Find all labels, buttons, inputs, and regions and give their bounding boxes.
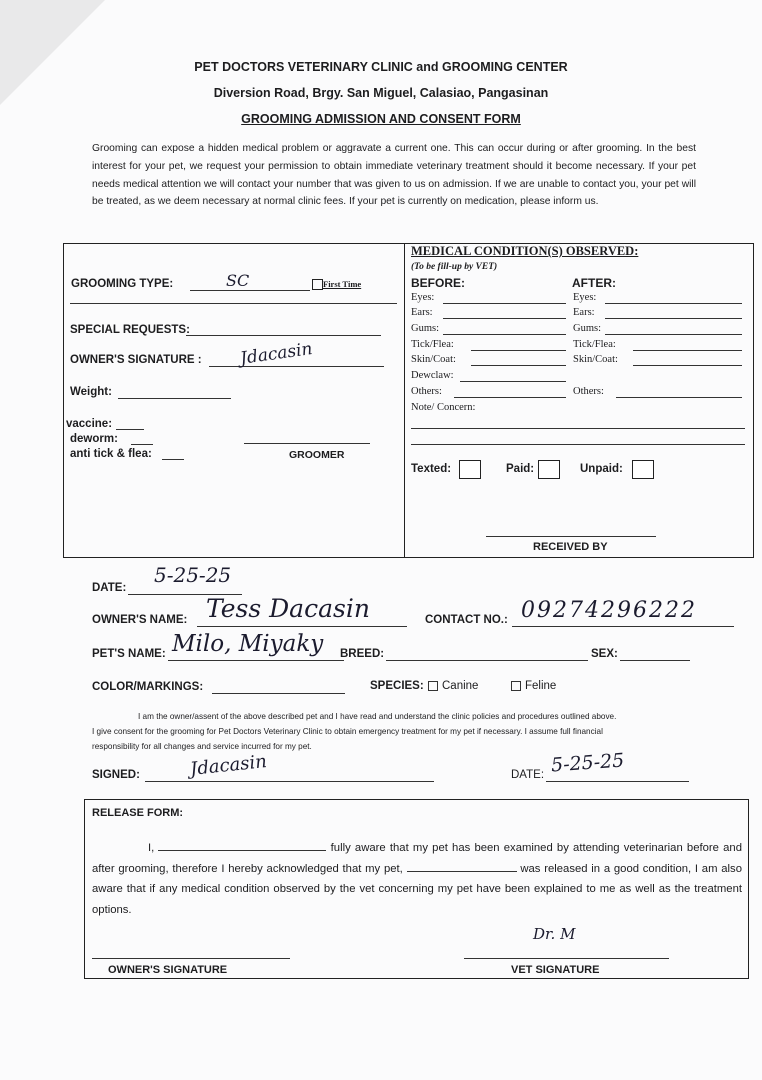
date-label: DATE: [92,582,127,594]
date2-field[interactable] [546,781,689,782]
before-field-line[interactable] [443,318,566,319]
vaccine-label: vaccine: [66,418,113,430]
release-paragraph [92,838,742,920]
groomer-label: GROOMER [289,449,345,461]
vet-signature-value: Dr. M [533,925,576,943]
clinic-name: PET DOCTORS VETERINARY CLINIC and GROOMING CENTER [194,60,568,74]
received-by-line[interactable] [486,536,656,537]
deworm-field[interactable] [131,444,153,445]
color-markings-field[interactable] [212,693,345,694]
release-name-field[interactable] [158,850,326,851]
before-field-label: Eyes: [411,292,435,303]
owner-signature-value: Jdacasin [238,339,314,369]
vet-signature-label: VET SIGNATURE [511,964,600,976]
after-field-label: Gums: [573,323,602,334]
after-label: AFTER: [572,276,616,290]
owner-name-value: Tess Dacasin [206,594,370,623]
release-text-b: fully aware that my pet has been examined by attending veterinarian before and after grooming, therefore I hereby acknowledged that my pet, [92,842,742,875]
signed-field[interactable] [145,781,434,782]
owner-name-label: OWNER'S NAME: [92,614,188,626]
after-field-label: Others: [573,386,604,397]
grooming-type-value: SC [226,271,250,290]
feline-label: Feline [525,680,557,692]
weight-label: Weight: [70,386,112,398]
anti-tick-field[interactable] [162,459,184,460]
first-time-checkbox[interactable] [312,279,323,290]
after-field-label: Ears: [573,307,595,318]
paid-checkbox[interactable] [538,460,560,479]
after-field-line[interactable] [616,397,742,398]
after-field-label: Tick/Flea: [573,339,616,350]
sex-field[interactable] [620,660,690,661]
unpaid-label: Unpaid: [580,463,623,475]
special-requests-label: SPECIAL REQUESTS: [70,324,190,336]
pet-name-label: PET'S NAME: [92,648,166,660]
feline-checkbox[interactable] [511,681,521,691]
medical-title: MEDICAL CONDITION(S) OBSERVED: [411,244,639,258]
release-title: RELEASE FORM: [92,807,184,819]
feline-option[interactable] [511,680,556,692]
canine-option[interactable] [428,680,478,692]
form-title: GROOMING ADMISSION AND CONSENT FORM [241,112,521,126]
pet-name-field[interactable] [168,660,344,661]
canine-label: Canine [442,680,479,692]
contact-value: 09274296222 [521,598,697,623]
before-field-label: Tick/Flea: [411,339,454,350]
after-field-line[interactable] [605,303,742,304]
special-requests-field[interactable] [186,335,381,336]
clinic-address: Diversion Road, Brgy. San Miguel, Calasiao, Pangasinan [213,86,549,100]
note-line-1[interactable] [411,428,745,429]
weight-field[interactable] [118,398,231,399]
release-owner-signature-line[interactable] [92,958,290,959]
first-time-label: First Time [323,279,362,289]
unpaid-checkbox[interactable] [632,460,654,479]
owner-signature-label: OWNER'S SIGNATURE : [70,354,202,366]
species-label: SPECIES: [370,680,424,692]
release-owner-signature-label: OWNER'S SIGNATURE [108,964,228,976]
canine-checkbox[interactable] [428,681,438,691]
release-text-a: I, [148,842,155,854]
contact-label: CONTACT NO.: [425,614,508,626]
signed-value: Jdacasin [189,751,268,780]
breed-field[interactable] [386,660,588,661]
color-markings-label: COLOR/MARKINGS: [92,681,204,693]
before-field-label: Others: [411,386,442,397]
after-field-label: Eyes: [573,292,597,303]
before-field-label: Ears: [411,307,433,318]
paid-label: Paid: [506,463,535,475]
before-field-line[interactable] [471,350,566,351]
deworm-label: deworm: [70,433,118,445]
grooming-type-label: GROOMING TYPE: [71,278,174,290]
before-field-line[interactable] [460,381,566,382]
before-label: BEFORE: [411,276,465,290]
release-text-c: was released in a good condition, I am also aware that if any medical condition observed by the vet concerning my pet have been explained to me as well as the treatment options. [92,862,742,916]
before-field-line[interactable] [443,334,566,335]
contact-field[interactable] [512,626,734,627]
after-field-line[interactable] [605,334,742,335]
date2-label: DATE: [511,769,545,781]
consent-line-3: responsibility for all changes and service incurred for my pet. [92,742,312,751]
note-line-2[interactable] [411,444,745,445]
breed-label: BREED: [340,648,385,660]
received-by-label: RECEIVED BY [533,541,608,553]
consent-line-1: I am the owner/assent of the above described pet and I have read and understand the clinic policies and procedures outlined above. [138,712,617,721]
vet-signature-line[interactable] [464,958,669,959]
before-field-label: Gums: [411,323,440,334]
after-field-line[interactable] [605,318,742,319]
sex-label: SEX: [591,648,618,660]
box-divider [404,243,405,557]
release-pet-field[interactable] [407,871,517,872]
anti-tick-label: anti tick & flea: [70,448,152,460]
date2-value: 5-25-25 [550,749,625,777]
before-field-line[interactable] [471,365,566,366]
consent-line-2: I give consent for the grooming for Pet Doctors Veterinary Clinic to obtain emergency treatment for my pet if necessary. I assume full financial [92,727,603,736]
groomer-signature-line[interactable] [244,443,370,444]
owner-signature-field[interactable] [209,366,384,367]
texted-checkbox[interactable] [459,460,481,479]
after-field-line[interactable] [633,350,742,351]
after-field-label: Skin/Coat: [573,354,618,365]
pet-name-value: Milo, Miyaky [172,631,324,657]
vaccine-field[interactable] [116,429,144,430]
owner-name-field[interactable] [197,626,407,627]
texted-label: Texted: [411,463,452,475]
before-field-line[interactable] [443,303,566,304]
after-field-line[interactable] [633,365,742,366]
grooming-type-extra-line[interactable] [70,303,397,304]
before-field-line[interactable] [454,397,566,398]
grooming-type-field[interactable] [190,290,310,291]
date-value: 5-25-25 [154,563,232,587]
before-field-label: Dewclaw: [411,370,454,381]
intro-paragraph: Grooming can expose a hidden medical problem or aggravate a current one. This can occur during or after grooming. In the best interest for your pet, we request your permission to obtain immediate veterinary treatment should it become necessary. If your pet needs medical attention we will contact your number that was given to us on admission. If we are unable to contact you, your pet will be treated, as we deem necessary at normal clinic fees. If your pet is currently on medication, please inform us. [92,143,696,208]
grooming-medical-box [63,243,754,558]
note-label: Note/ Concern: [411,402,476,413]
medical-subtitle: (To be fill-up by VET) [411,262,498,272]
signed-label: SIGNED: [92,769,140,781]
before-field-label: Skin/Coat: [411,354,456,365]
